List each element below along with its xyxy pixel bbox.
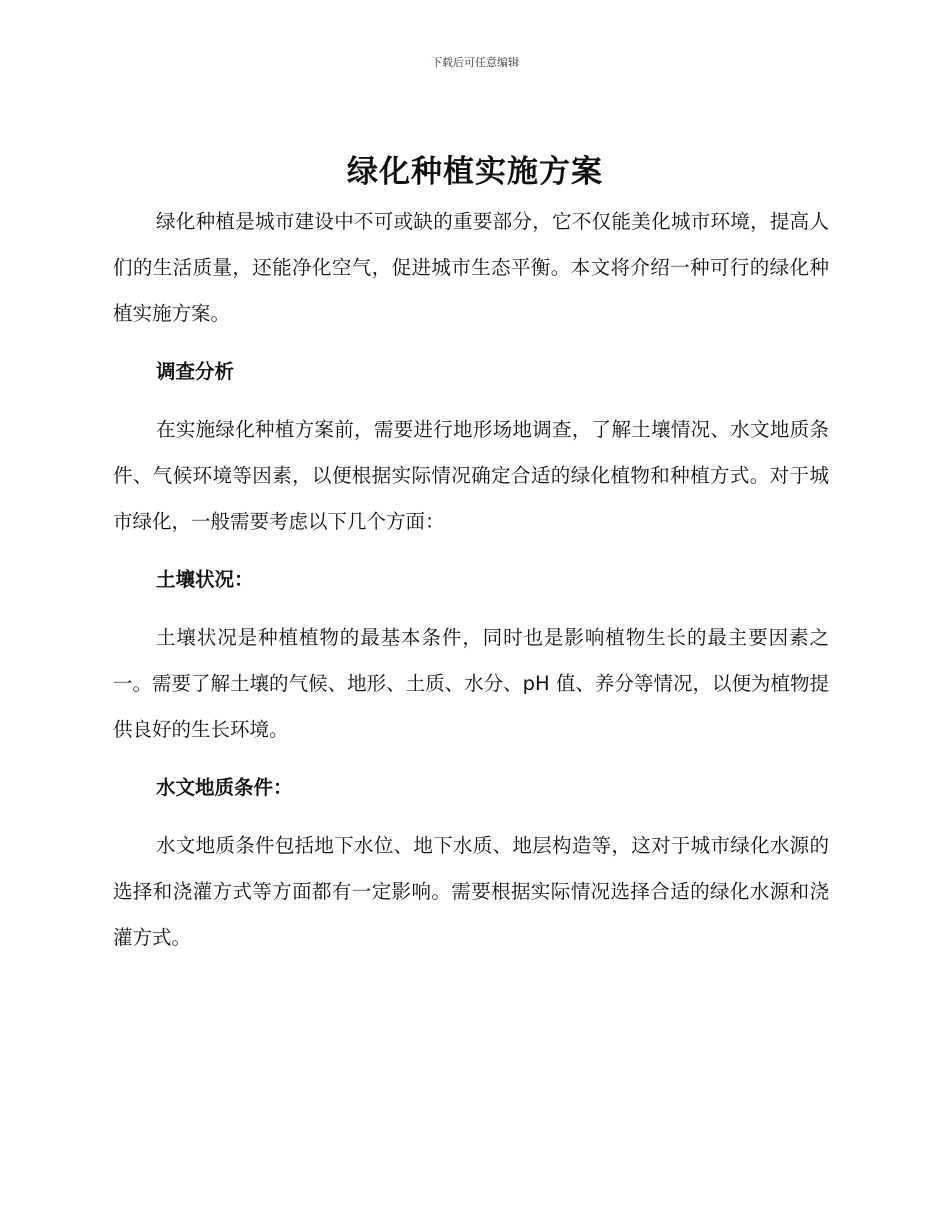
document-title: 绿化种植实施方案 [347, 154, 603, 190]
soil-heading: 土壤状况： [156, 568, 254, 591]
survey-paragraph: 在实施绿化种植方案前，需要进行地形场地调查，了解土壤情况、水文地质条件、气候环境等因素，以便根据实际情况确定合适的绿化植物和种植方式。对于城市绿化，一般需要考虑以下几个方面： [113, 418, 829, 533]
hydro-heading: 水文地质条件： [156, 776, 293, 799]
hydro-paragraph: 水文地质条件包括地下水位、地下水质、地层构造等，这对于城市绿化水源的选择和浇灌方式等方面都有一定影响。需要根据实际情况选择合适的绿化水源和浇灌方式。 [113, 834, 829, 949]
document-body [113, 199, 829, 961]
intro-paragraph: 绿化种植是城市建设中不可或缺的重要部分，它不仅能美化城市环境，提高人们的生活质量，还能净化空气，促进城市生态平衡。本文将介绍一种可行的绿化种植实施方案。 [113, 210, 829, 325]
soil-paragraph: 土壤状况是种植植物的最基本条件，同时也是影响植物生长的最主要因素之一。需要了解土壤的气候、地形、土质、水分、pH 值、养分等情况，以便为植物提供良好的生长环境。 [113, 626, 829, 741]
survey-heading: 调查分析 [156, 360, 235, 383]
header-note: 下载后可任意编辑 [431, 56, 519, 69]
